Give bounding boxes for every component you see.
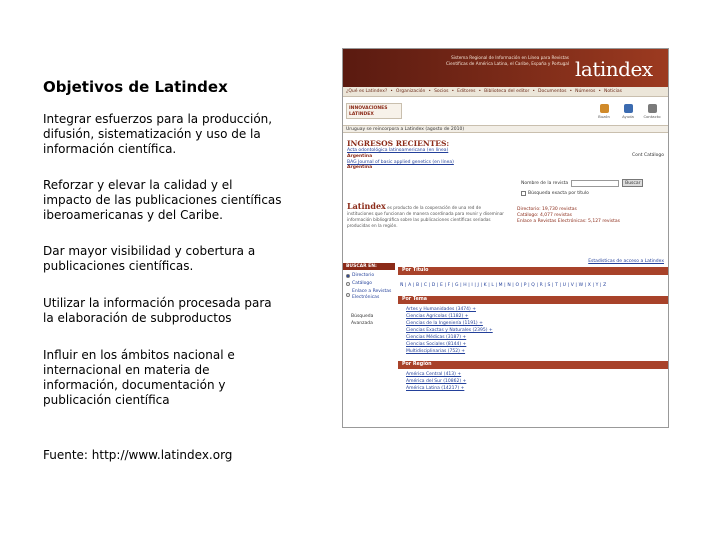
radio-icon[interactable]: [346, 293, 350, 297]
by-region-header: Por Región: [398, 361, 668, 369]
recent-entry-link[interactable]: BAG Journal of basic applied genetics (en línea): [347, 159, 454, 165]
region-item[interactable]: América Central (413) +: [406, 372, 462, 377]
search-in-catalogo[interactable]: Catálogo: [343, 280, 395, 288]
recent-entry-link[interactable]: Acta odontológica latinoamericana (en línea): [347, 148, 449, 153]
subject-list: [398, 304, 668, 357]
region-list: [398, 369, 668, 394]
journal-search: [521, 179, 643, 187]
nav-item-numeros[interactable]: Números: [575, 89, 596, 94]
subject-item[interactable]: Ciencias de la Ingeniería (1191) +: [406, 321, 483, 326]
subject-item[interactable]: Multidisciplinarias (752) +: [406, 349, 466, 354]
recent-entry-country: Argentina: [347, 165, 373, 170]
search-input[interactable]: [571, 180, 619, 187]
access-stats-link[interactable]: Estadísticas de acceso a Latindex: [588, 259, 664, 264]
stat-enlace[interactable]: Enlace a Revistas Electrónicas: 5,127 revistas: [517, 219, 620, 224]
stat-catalogo[interactable]: Catálogo: 4,077 revistas: [517, 213, 572, 218]
site-nav: ¿Qué es Latindex? • Organización • Socios • Editores • Biblioteca del editor • Documentos • Números • Noticias: [343, 87, 668, 97]
search-button[interactable]: Buscar: [622, 179, 643, 187]
nav-item-socios[interactable]: Socios: [434, 89, 449, 94]
exact-search-checkbox[interactable]: [521, 191, 526, 196]
advanced-search-link[interactable]: Búsqueda Avanzada: [351, 314, 374, 326]
slide-title: Objetivos de Latindex: [43, 78, 228, 96]
region-item[interactable]: América Latina (14217) +: [406, 386, 465, 391]
innovaciones-button[interactable]: INNOVACIONES LATINDEX: [346, 103, 402, 119]
recent-entry-country: Argentina: [347, 153, 373, 159]
search-in-directorio[interactable]: Directorio: [343, 272, 395, 280]
by-title-header: Por Título: [398, 267, 668, 275]
objective-2: Reforzar y elevar la calidad y el impacto de las publicaciones científicas iberoamericanas y del Caribe.: [43, 178, 282, 222]
subject-item[interactable]: Ciencias Médicas (3187) +: [406, 335, 467, 340]
nav-item-que-es[interactable]: ¿Qué es Latindex?: [346, 89, 388, 94]
description-logo: Latindex: [347, 201, 386, 211]
help-icon[interactable]: Ayuda: [618, 104, 638, 122]
radio-icon[interactable]: [346, 282, 350, 286]
buzon-icon[interactable]: Buzón: [594, 104, 614, 122]
search-in-enlace[interactable]: Enlace a Revistas Electrónicas: [343, 288, 395, 302]
objective-3: Dar mayor visibilidad y cobertura a publicaciones científicas.: [43, 244, 256, 273]
exact-search-option[interactable]: [521, 191, 589, 196]
nav-item-organizacion[interactable]: Organización: [395, 89, 426, 94]
contact-icon[interactable]: Contacto: [642, 104, 662, 122]
nav-item-editores[interactable]: Editores: [457, 89, 476, 94]
stat-directorio[interactable]: Directorio: 19,730 revistas: [517, 207, 577, 212]
alphabet-index[interactable]: Ñ | A | B | C | D | E | F | G | H | I | J | K | L | M | N | O | P | Q | R | S | T | U | V | W | X | Y | Z: [400, 283, 607, 288]
latindex-website-screenshot: [342, 48, 669, 428]
exact-search-label: Búsqueda exacta por título: [528, 191, 589, 196]
objective-1: Integrar esfuerzos para la producción, difusión, sistematización y uso de la información científica.: [43, 112, 273, 156]
site-description: [347, 203, 507, 229]
objective-4: Utilizar la información procesada para la elaboración de subproductos: [43, 296, 272, 325]
nav-item-noticias[interactable]: Noticias: [603, 89, 622, 94]
search-in-panel: [343, 263, 395, 328]
subject-item[interactable]: Ciencias Agrícolas (1182) +: [406, 314, 469, 319]
recent-entries: [347, 139, 517, 171]
subject-item[interactable]: Ciencias Exactas y Naturales (2395) +: [406, 328, 493, 333]
catalogo-link[interactable]: Cont Catálogo: [632, 153, 664, 158]
objective-5: Influir en los ámbitos nacional e internacional en materia de información, documentación y publicación científica: [43, 348, 235, 407]
description-text: es producto de la cooperación de una red de instituciones que funcionan de manera coordinada para reunir y diseminar información bibliográfica sobre las publicaciones científicas seriadas producidas en la región.: [347, 205, 504, 228]
site-stats: [517, 207, 620, 225]
latindex-logo[interactable]: latindex: [575, 57, 653, 81]
nav-item-biblioteca[interactable]: Biblioteca del editor: [484, 89, 530, 94]
subject-item[interactable]: Ciencias Sociales (8144) +: [406, 342, 467, 347]
news-ticker[interactable]: Uruguay se reincorpora a Latindex (agosto de 2010): [343, 125, 668, 133]
source-note: Fuente: http://www.latindex.org: [43, 448, 233, 462]
search-in-title: BUSCAR EN:: [343, 263, 395, 270]
site-banner: [343, 49, 668, 87]
by-subject-header: Por Tema: [398, 296, 668, 304]
search-label: Nombre de la revista: [521, 180, 569, 186]
banner-tagline: Sistema Regional de Información en Línea para Revistas Científicas de América Latina, el Caribe, España y Portugal: [446, 55, 569, 66]
nav-item-documentos[interactable]: Documentos: [538, 89, 567, 94]
browse-panel: [398, 267, 668, 394]
feature-strip: [344, 101, 669, 123]
region-item[interactable]: América del Sur (10862) +: [406, 379, 467, 384]
recent-entries-title: INGRESOS RECIENTES:: [347, 139, 450, 148]
radio-icon[interactable]: [346, 274, 350, 278]
subject-item[interactable]: Artes y Humanidades (3474) +: [406, 307, 476, 312]
